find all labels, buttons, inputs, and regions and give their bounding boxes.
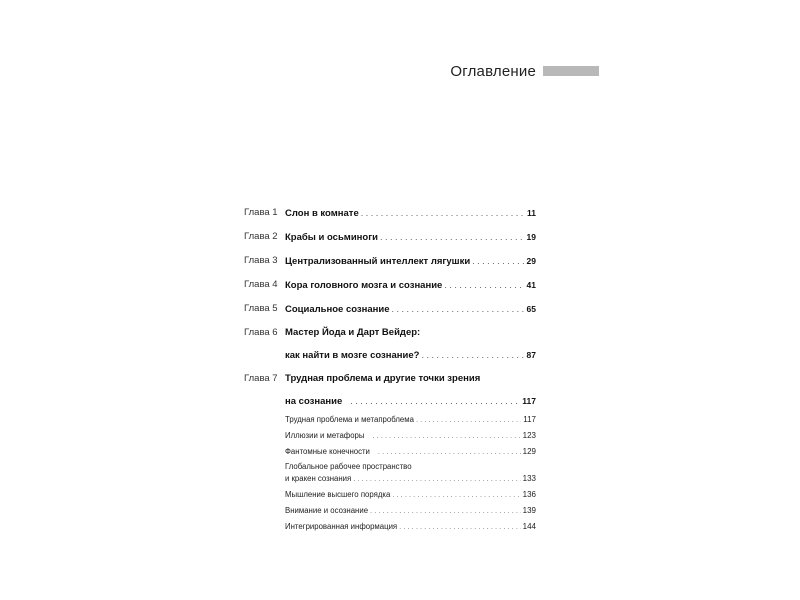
chapter-number: Глава 1 (244, 207, 278, 218)
chapter-page-number: 65 (526, 304, 536, 314)
chapter-number: Глава 7 (244, 373, 278, 384)
chapter-page-number: 41 (526, 280, 536, 290)
section-title: Иллюзии и метафоры (285, 430, 365, 440)
dot-leader (372, 431, 520, 441)
toc-section[interactable] (285, 490, 536, 500)
section-page-number: 139 (522, 505, 536, 515)
chapter-title-line1: Мастер Йода и Дарт Вейдер: (285, 327, 421, 338)
section-page-number: 123 (522, 430, 536, 440)
toc-section[interactable] (285, 462, 536, 484)
section-title: Интегрированная информация (285, 521, 398, 531)
toc-chapter[interactable] (244, 326, 536, 363)
page-title: Оглавление (450, 63, 536, 80)
chapter-title: Централизованный интеллект лягушки (285, 256, 471, 267)
chapter-title: Кора головного мозга и сознание (285, 280, 443, 291)
chapter-title-line1: Трудная проблема и другие точки зрения (285, 373, 481, 384)
chapter-title-line2: как найти в мозге сознание? (285, 350, 420, 361)
section-title: Мышление высшего порядка (285, 490, 391, 500)
dot-leader (370, 506, 521, 516)
toc-section[interactable] (285, 415, 536, 425)
section-page-number: 136 (522, 490, 536, 500)
table-of-contents (244, 206, 536, 538)
chapter-page-number: 117 (522, 396, 536, 406)
chapter-number: Глава 5 (244, 303, 278, 314)
section-title-line1: Глобальное рабочее пространство (285, 462, 412, 472)
toc-section[interactable] (285, 522, 536, 532)
dot-leader (361, 206, 525, 220)
toc-chapter[interactable] (244, 206, 536, 221)
dot-leader (392, 490, 520, 500)
dot-leader (392, 302, 525, 316)
chapter-page-number: 87 (526, 350, 536, 360)
chapter-number: Глава 6 (244, 327, 278, 338)
dot-leader (421, 348, 524, 362)
dot-leader (416, 415, 521, 425)
chapter-title: Слон в комнате (285, 208, 359, 219)
chapter-number: Глава 2 (244, 231, 278, 242)
section-page-number: 129 (522, 446, 536, 456)
toc-chapter[interactable] (244, 278, 536, 293)
header-decorative-bar (543, 66, 599, 76)
toc-chapter[interactable] (244, 372, 536, 409)
chapter-number: Глава 4 (244, 279, 278, 290)
toc-section[interactable] (285, 447, 536, 457)
section-title: Внимание и осознание (285, 505, 369, 515)
dot-leader (378, 447, 521, 457)
chapter-page-number: 11 (527, 208, 536, 218)
toc-section[interactable] (285, 431, 536, 441)
toc-chapter[interactable] (244, 302, 536, 317)
chapter-title: Крабы и осьминоги (285, 232, 378, 243)
page-header (420, 63, 599, 81)
dot-leader (380, 230, 525, 244)
chapter-page-number: 19 (526, 232, 536, 242)
chapter-7-sections (285, 415, 536, 532)
dot-leader (350, 394, 520, 408)
dot-leader (472, 254, 524, 268)
section-title-line2: и кракен сознания (285, 474, 352, 484)
section-title: Фантомные конечности (285, 446, 370, 456)
dot-leader (399, 522, 520, 532)
chapter-title-line2: на сознание (285, 396, 343, 407)
section-page-number: 133 (522, 474, 536, 484)
toc-chapter[interactable] (244, 254, 536, 269)
toc-section[interactable] (285, 506, 536, 516)
chapter-page-number: 29 (526, 256, 536, 266)
dot-leader (353, 474, 520, 484)
section-title: Трудная проблема и метапроблема (285, 415, 414, 424)
chapter-number: Глава 3 (244, 255, 278, 266)
dot-leader (444, 278, 524, 292)
toc-chapter[interactable] (244, 230, 536, 245)
section-page-number: 117 (523, 415, 536, 424)
section-page-number: 144 (522, 521, 536, 531)
chapter-title: Социальное сознание (285, 304, 390, 315)
